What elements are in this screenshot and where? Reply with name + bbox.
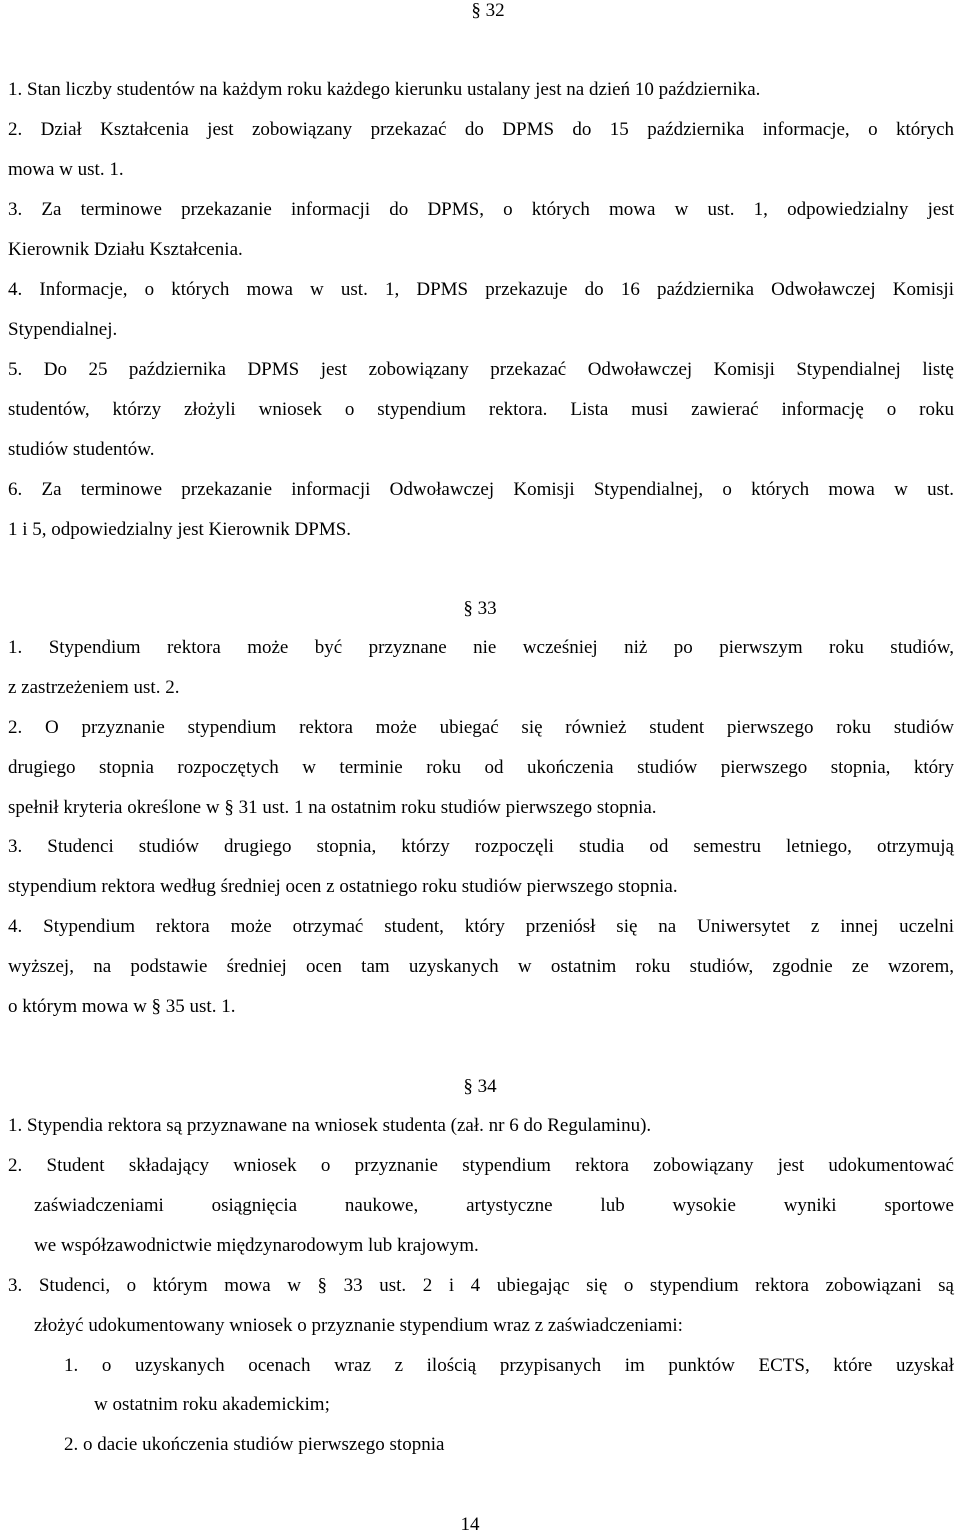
paragraph-line: 5. Do 25 października DPMS jest zobowiązany przekazać Odwoławczej Komisji Stypendialnej listę [8, 359, 954, 380]
paragraph-line: we współzawodnictwie międzynarodowym lub krajowym. [34, 1235, 479, 1256]
paragraph-line: Kierownik Działu Kształcenia. [8, 239, 243, 260]
paragraph-line: 2. O przyznanie stypendium rektora może ubiegać się również student pierwszego roku studiów [8, 717, 954, 738]
paragraph-line: 1 i 5, odpowiedzialny jest Kierownik DPMS. [8, 519, 352, 540]
section-heading-32: § 32 [471, 0, 505, 21]
page-number: 14 [460, 1514, 480, 1535]
paragraph-line: 1. Stypendia rektora są przyznawane na wniosek studenta (zał. nr 6 do Regulaminu). [8, 1115, 652, 1136]
paragraph-line: 3. Za terminowe przekazanie informacji do DPMS, o których mowa w ust. 1, odpowiedzialny jest [8, 199, 954, 220]
paragraph-line: 4. Informacje, o których mowa w ust. 1, DPMS przekazuje do 16 października Odwoławczej Komisji [8, 279, 954, 300]
paragraph-line: wyższej, na podstawie średniej ocen tam uzyskanych w ostatnim roku studiów, zgodnie ze wzorem, [8, 956, 954, 977]
paragraph-line: studiów studentów. [8, 439, 155, 460]
paragraph-line: 2. Dział Kształcenia jest zobowiązany przekazać do DPMS do 15 października informacje, o których [8, 119, 954, 140]
paragraph-line: 4. Stypendium rektora może otrzymać student, który przeniósł się na Uniwersytet z innej uczelni [8, 916, 954, 937]
paragraph-line: złożyć udokumentowany wniosek o przyznanie stypendium wraz z zaświadczeniami: [34, 1315, 683, 1336]
paragraph-line: 1. Stan liczby studentów na każdym roku każdego kierunku ustalany jest na dzień 10 października. [8, 79, 761, 100]
paragraph-line: 3. Studenci studiów drugiego stopnia, którzy rozpoczęli studia od semestru letniego, otrzymują [8, 836, 954, 857]
paragraph-line: 6. Za terminowe przekazanie informacji Odwoławczej Komisji Stypendialnej, o których mowa w ust. [8, 479, 954, 500]
paragraph-line: stypendium rektora według średniej ocen z ostatniego roku studiów pierwszego stopnia. [8, 876, 678, 897]
paragraph-line: zaświadczeniami osiągnięcia naukowe, artystyczne lub wysokie wyniki sportowe [34, 1195, 954, 1216]
paragraph-line: drugiego stopnia rozpoczętych w terminie roku od ukończenia studiów pierwszego stopnia, który [8, 757, 954, 778]
section-heading-34: § 34 [463, 1076, 497, 1097]
paragraph-line: o którym mowa w § 35 ust. 1. [8, 996, 236, 1017]
section-heading-33: § 33 [463, 598, 497, 619]
paragraph-line: mowa w ust. 1. [8, 159, 124, 180]
paragraph-line: 3. Studenci, o którym mowa w § 33 ust. 2 i 4 ubiegając się o stypendium rektora zobowiązani są [8, 1275, 954, 1296]
paragraph-line: 1. Stypendium rektora może być przyznane nie wcześniej niż po pierwszym roku studiów, [8, 637, 954, 658]
list-item-line: 2. o dacie ukończenia studiów pierwszego stopnia [64, 1434, 445, 1455]
paragraph-line: z zastrzeżeniem ust. 2. [8, 677, 180, 698]
list-item-line: 1. o uzyskanych ocenach wraz z ilością przypisanych im punktów ECTS, które uzyskał [64, 1355, 954, 1376]
paragraph-line: spełnił kryteria określone w § 31 ust. 1 na ostatnim roku studiów pierwszego stopnia. [8, 797, 657, 818]
paragraph-line: studentów, którzy złożyli wniosek o stypendium rektora. Lista musi zawierać informację o roku [8, 399, 954, 420]
paragraph-line: Stypendialnej. [8, 319, 118, 340]
paragraph-line: 2. Student składający wniosek o przyznanie stypendium rektora zobowiązany jest udokumentować [8, 1155, 954, 1176]
list-item-line: w ostatnim roku akademickim; [94, 1394, 330, 1415]
